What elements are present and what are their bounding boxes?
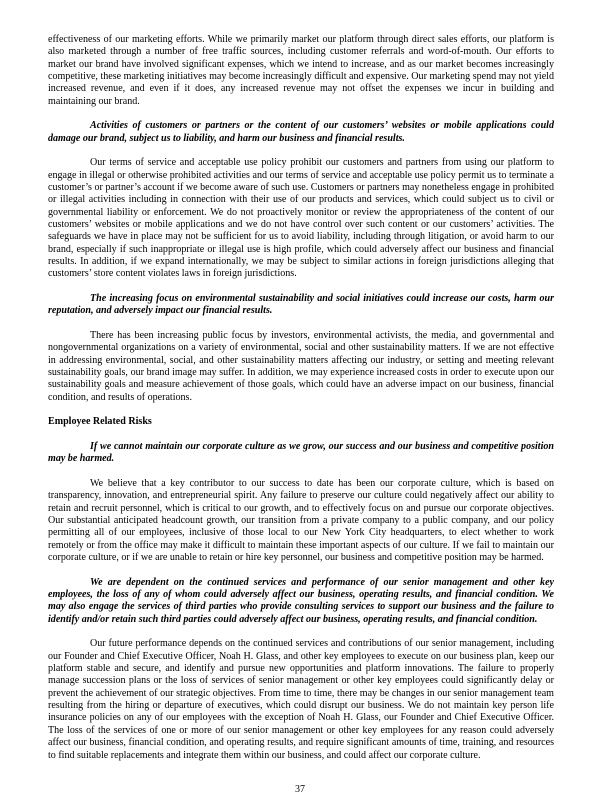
paragraph-senior-management: Our future performance depends on the continued services and contributions of our senior management, including our Founder and Chief Executive Officer, Noah H. Glass, and other key employees to execute on our business plan, keep our platform stable and secure, and identify and pursue new opportunities and platform innovations. The failure to properly manage succession plans or the loss of services of senior management or other key employees could significantly delay or prevent the achievement of our strategic objectives. From time to time, there may be changes in our senior management team resulting from the hiring or departure of executives, which could disrupt our business. We do not maintain key person life insurance policies on any of our employees with the exception of Noah H. Glass, our Founder and Chief Executive Officer. The loss of the services of one or more of our senior management or other key employees for any reason could adversely affect our business, financial condition, and operating results, and require significant amounts of time, training, and resources to find suitable replacements and integrate them within our business, and could affect our corporate culture. <box>48 638 554 761</box>
risk-factor-title-customer-activities: Activities of customers or partners or the content of our customers’ websites or mobile applications could damage our brand, subject us to liability, and harm our business and financial results. <box>48 120 554 144</box>
paragraph-terms-of-service: Our terms of service and acceptable use policy prohibit our customers and partners from using our platform to engage in illegal or otherwise prohibited activities and our terms of service and acceptable use policy permit us to terminate a customer’s or partner’s account if we become aware of such use. Customers or partners may nonetheless engage in prohibited or illegal activities including in connection with their use of our products and services, which could subject us to civil or governmental liability or enforcement. We do not proactively monitor or review the appropriateness of the content of our customers’ websites or mobile applications and we do not have control over such content or our customers’ activities. The safeguards we have in place may not be sufficient for us to avoid liability, including through litigation, or avoid harm to our brand, especially if such inappropriate or illegal use is high profile, which could adversely affect our business and financial results. In addition, if we expand internationally, we may be subject to similar actions in foreign jurisdictions alleging that customers’ store content violates laws in foreign jurisdictions. <box>48 157 554 280</box>
section-heading-employee-risks: Employee Related Risks <box>48 416 152 428</box>
risk-factor-title-senior-management: We are dependent on the continued services and performance of our senior management and other key employees, the loss of any of whom could adversely affect our business, operating results, and financial condition. We may also engage the services of third parties who provide consulting services to support our business and the failure to identify and/or retain such third parties could adversely affect our business, operating results, and financial condition. <box>48 576 554 625</box>
paragraph-sustainability-focus: There has been increasing public focus by investors, environmental activists, the media, and governmental and nongovernmental organizations on a variety of environmental, social and other sustainability matters. If we are not effective in addressing environmental, social, and other sustainability matters affecting our industry, or setting and meeting relevant sustainability goals, our brand image may suffer. In addition, we may experience increased costs in order to execute upon our sustainability goals and measure achievement of those goals, which could have an adverse impact on our business, financial condition, and results of operations. <box>48 330 554 403</box>
risk-factor-title-sustainability: The increasing focus on environmental sustainability and social initiatives could increase our costs, harm our reputation, and adversely impact our financial results. <box>48 293 554 317</box>
paragraph-marketing-effectiveness: effectiveness of our marketing efforts. While we primarily market our platform through direct sales efforts, our platform is also marketed through a number of free traffic sources, including customer referrals and word-of-mouth. Our efforts to market our brand have involved significant expenses, which we intend to increase, and as our market becomes increasingly competitive, these marketing initiatives may become increasingly difficult and expensive. Our marketing spend may not yield increased revenue, and even if it does, any increased revenue may not offset the expenses we incur in building and maintaining our brand. <box>48 34 554 107</box>
paragraph-corporate-culture: We believe that a key contributor to our success to date has been our corporate culture, which is based on transparency, innovation, and entrepreneurial spirit. Any failure to preserve our culture could negatively affect our ability to retain and recruit personnel, which is critical to our growth, and to effectively focus on and pursue our corporate objectives. Our substantial anticipated headcount growth, our transition from a private company to a public company, and our policy permitting all of our employees, inclusive of those local to our New York City headquarters, to elect whether to work remotely or from the office may make it difficult to maintain these important aspects of our culture. If we fail to maintain our corporate culture, or if we are unable to retain or hire key personnel, our business and competitive position may be harmed. <box>48 478 554 564</box>
page-number: 37 <box>295 783 305 795</box>
risk-factor-title-corporate-culture: If we cannot maintain our corporate culture as we grow, our success and our business and competitive position may be harmed. <box>48 441 554 465</box>
